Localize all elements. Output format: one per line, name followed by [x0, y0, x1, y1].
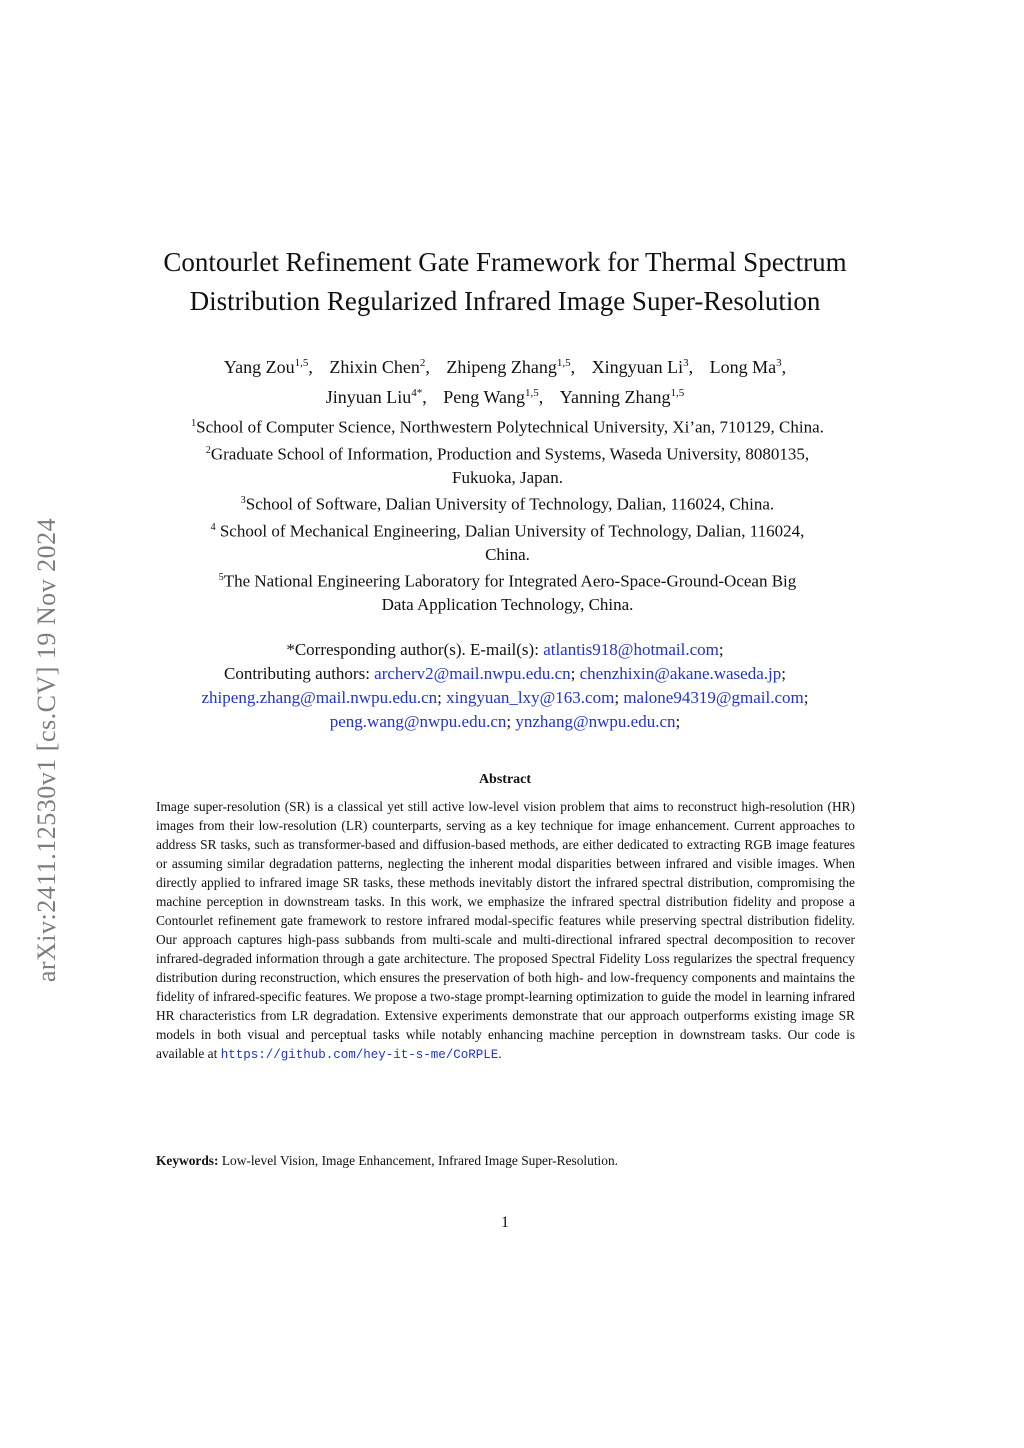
keywords	[156, 1153, 855, 1169]
paper-title	[110, 243, 900, 321]
contributing-authors-line-1: Contributing authors: archerv2@mail.nwpu.edu.cn; chenzhixin@akane.waseda.jp;	[224, 664, 786, 683]
affiliation-list	[135, 412, 880, 616]
author-line-2	[110, 380, 900, 410]
affiliation: $^1$School of Computer Science, Northwestern Polytechnical University, Xi’an, 710129, China.	[191, 417, 824, 437]
affiliation: $^3$School of Software, Dalian University of Technology, Dalian, 116024, China.	[240, 494, 775, 514]
abstract-text: Image super-resolution (SR) is a classical yet still active low-level vision problem that aims to reconstruct high-resolution (HR) images from their low-resolution (LR) counterparts, serving as a key technique for image enhancement. Current approaches to address SR tasks, such as transformer-based and diffusion-based methods, are either dedicated to extracting RGB image features or assuming similar degradation patterns, neglecting the inherent modal disparities between infrared and visible images. When directly applied to infrared image SR tasks, these methods inevitably distort the infrared spectral distribution, compromising the machine perception in downstream tasks. In this work, we emphasize the infrared spectral distribution fidelity and propose a Contourlet refinement gate framework to restore infrared modal-specific features while preserving spectral distribution fidelity. Our approach captures high-pass subbands from multi-scale and multi-directional infrared spectral decomposition to recover infrared-degraded information through a gate architecture. The proposed Spectral Fidelity Loss regularizes the spectral frequency distribution during reconstruction, which ensures the preservation of both high- and low-frequency components and maintains the fidelity of infrared-specific features. We propose a two-stage prompt-learning optimization to guide the model in learning infrared HR characteristics from LR degradation. Extensive experiments demonstrate that our approach outperforms existing image SR models in both visual and perceptual tasks while notably enhancing machine perception in downstream tasks. Our code is available at	[156, 799, 855, 1061]
author: Yanning Zhang$^{1,5}$	[559, 387, 685, 407]
abstract-body: Image super-resolution (SR) is a classical yet still active low-level vision problem that aims to reconstruct high-resolution (HR) images from their low-resolution (LR) counterparts, serving as a key technique for image enhancement. Current approaches to address SR tasks, such as transformer-based and diffusion-based methods, are either dedicated to extracting RGB image features or assuming similar degradation patterns, neglecting the inherent modal disparities between infrared and visible images. When directly applied to infrared image SR tasks, these methods inevitably distort the infrared spectral distribution, compromising the machine perception in downstream tasks. In this work, we emphasize the infrared spectral distribution fidelity and propose a Contourlet refinement gate framework to restore infrared modal-specific features while preserving spectral distribution fidelity. Our approach captures high-pass subbands from multi-scale and multi-directional infrared spectral decomposition to recover infrared-degraded information through a gate architecture. The proposed Spectral Fidelity Loss regularizes the spectral frequency distribution during reconstruction, which ensures the preservation of both high- and low-frequency components and maintains the fidelity of infrared-specific features. We propose a two-stage prompt-learning optimization to guide the model in learning infrared HR characteristics from LR degradation. Extensive experiments demonstrate that our approach outperforms existing image SR models in both visual and perceptual tasks while notably enhancing machine perception in downstream tasks. Our code is available at https://github.com/hey-it-s-me/CoRPLE.	[156, 799, 855, 1062]
author: Jinyuan Liu$^{4*}$,	[325, 387, 427, 407]
author-line-1	[110, 350, 900, 380]
author: Zhixin Chen$^2$,	[329, 357, 430, 377]
email-link[interactable]: archerv2@mail.nwpu.edu.cn	[374, 664, 571, 683]
corresponding-email-link[interactable]: atlantis918@hotmail.com	[543, 640, 719, 659]
page-number: 1	[501, 1214, 509, 1231]
email-link[interactable]: peng.wang@nwpu.edu.cn	[329, 712, 507, 731]
affiliation: $^2$Graduate School of Information, Production and Systems, Waseda University, 8080135, Fukuoka, Japan.	[205, 444, 810, 487]
author: Zhipeng Zhang$^{1,5}$,	[446, 357, 576, 377]
arxiv-stamp-text: arXiv:2411.12530v1 [cs.CV] 19 Nov 2024	[32, 517, 61, 983]
author: Peng Wang$^{1,5}$,	[443, 387, 544, 407]
email-link[interactable]: chenzhixin@akane.waseda.jp	[579, 664, 782, 683]
email-link[interactable]: xingyuan_lxy@163.com	[446, 688, 615, 707]
author: Yang Zou$^{1,5}$,	[223, 357, 313, 377]
email-link[interactable]: ynzhang@nwpu.edu.cn	[515, 712, 676, 731]
title-line-2: Distribution Regularized Infrared Image Super-Resolution	[189, 286, 821, 316]
contributing-authors-line-2: zhipeng.zhang@mail.nwpu.edu.cn; xingyuan_lxy@163.com; malone94319@gmail.com;	[201, 688, 809, 707]
contributing-authors-line-3: peng.wang@nwpu.edu.cn; ynzhang@nwpu.edu.cn;	[329, 712, 681, 731]
affiliation: $^4$ School of Mechanical Engineering, Dalian University of Technology, Dalian, 116024, China.	[210, 521, 805, 564]
email-link[interactable]: malone94319@gmail.com	[623, 688, 804, 707]
affiliation: $^5$The National Engineering Laboratory for Integrated Aero-Space-Ground-Ocean Big Data Application Technology, China.	[218, 571, 797, 614]
title-line-1: Contourlet Refinement Gate Framework for Thermal Spectrum	[163, 247, 847, 277]
keywords-label: Keywords:	[156, 1153, 219, 1168]
code-repository-link[interactable]: https://github.com/hey-it-s-me/CoRPLE	[220, 1048, 499, 1062]
arxiv-stamp	[28, 440, 66, 1060]
author: Xingyuan Li$^3$,	[591, 357, 694, 377]
email-link[interactable]: zhipeng.zhang@mail.nwpu.edu.cn	[201, 688, 438, 707]
author-list	[110, 350, 900, 410]
abstract-heading: Abstract	[478, 772, 532, 787]
contact-info	[130, 638, 880, 734]
author: Long Ma$^3$,	[709, 357, 787, 377]
corresponding-author-line: *Corresponding author(s). E-mail(s): atlantis918@hotmail.com;	[286, 640, 724, 659]
keywords-text: Low-level Vision, Image Enhancement, Infrared Image Super-Resolution.	[218, 1153, 619, 1168]
